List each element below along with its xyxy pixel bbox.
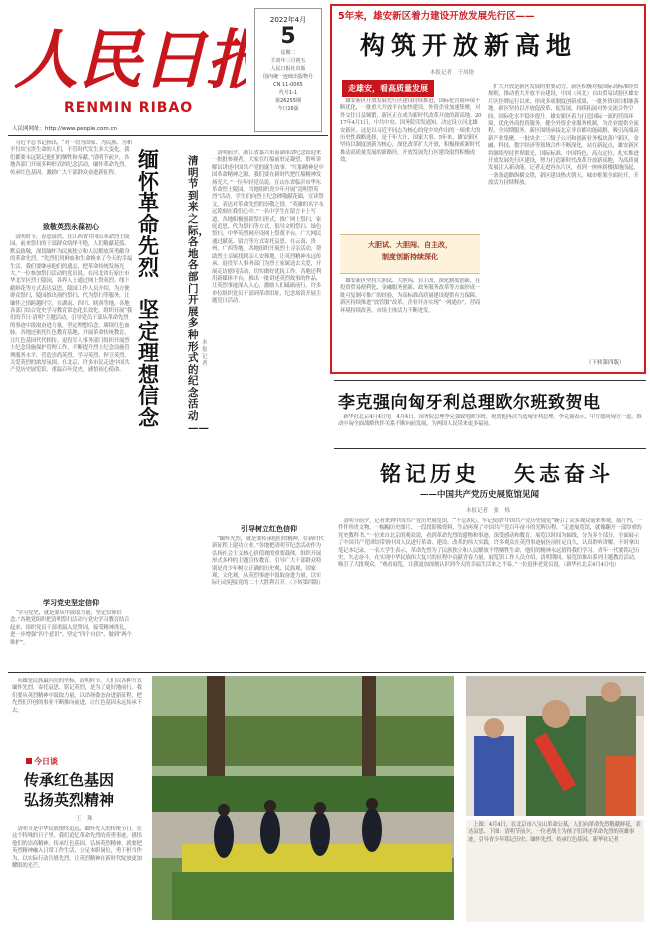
- today-text: 清明节是中华民族慎终追远、缅怀先人的传统节日。在这个特殊的日子里，我们追忆革命先烈的英勇事迹，感悟他们的崇高精神。传承红色基因、弘扬英烈精神，就要把英烈精神融入日常工作生活，立足本职岗位，勇于担当作为，以实际行动告慰先烈，让英烈精神在新时代绽放更加耀眼的光芒。: [12, 826, 142, 870]
- feature-intro-text: 习近平总书记指出，“对一切为国家、为民族、为和平付出宝贵生命的人们，不管时代发生多大变化，我们都要永远铭记他们的牺牲和奉献。”清明节前夕，各地各部门开展多种形式的纪念活动，缅怀革命先烈，传承红色基因，激励广大干部群众奋进新征程。: [10, 140, 132, 176]
- third-story-rule: [334, 448, 646, 449]
- feature-section-2: 学习党史坚定信仰: [43, 598, 99, 607]
- veteran-photo: [466, 676, 644, 816]
- date-day: 5: [280, 24, 296, 49]
- lead-kicker: 5年来，雄安新区着力建设开放发展先行区——: [338, 11, 535, 22]
- feature-subtitle: 清明节到来之际，各地各部门开展多种形式的纪念活动——: [188, 155, 209, 434]
- lead-quote-box: [340, 234, 480, 274]
- feature-text-col1b: “学习党史，就是要从中汲取力量，坚定信仰信念。”各地党组织把清明祭扫活动与党史学习教育结合起来，组织党员干部重温入党誓词，接受精神洗礼，进一步增强“四个意识”、坚定“四个自信”、做到“两个维护”。: [10, 610, 132, 646]
- feature-headline-2[interactable]: 坚定理想信念: [138, 298, 159, 430]
- second-story-text: 新华社北京4月4日电 4月4日，国务院总理李克强致电欧尔班，祝贺他再次当选匈牙利总理。李克强表示，中方愿同匈方一道，推动中匈全面战略伙伴关系不断向前发展，为两国人民带来更多福祉。: [338, 414, 642, 428]
- masthead-rule: [8, 135, 328, 136]
- third-story-headline-2[interactable]: 矢志奋斗: [514, 462, 614, 486]
- lead-text-col1b: 雄安新区坚持大胆试、大胆闯、自主改，深化制度创新，在投资贸易便利化、金融服务创新、政务服务改革等方面形成一批可复制可推广的经验，为高标准高质量建设提供有力保障。新区持续推进“放管服”改革，企业开办实现“一网通办”，营商环境持续改善，市场主体活力不断迸发。: [340, 278, 481, 314]
- third-story-byline: 本报记者 张 烁: [466, 508, 511, 514]
- date-year-month: 2022年4月: [269, 16, 307, 24]
- photo-captions: 上图：4月4日，在北京市八宝山革命公墓，人们向革命先烈敬献鲜花，表达哀思。下图：清明节前夕，一位老战士为孩子们讲述革命先烈的英雄事迹，引导青少年铭记历史、缅怀先烈、传承红色基因。新华社记者: [466, 820, 644, 922]
- serial-number: 第26255期: [275, 98, 301, 104]
- today-byline: 王 珠: [76, 816, 93, 822]
- code-2: CN 11-0065: [273, 82, 303, 88]
- lead-text-col1: 雄安新区开放发展先行区建设持续推进，国际化营商环境不断优化，一批重大开放平台加快建设，外资企业加速集聚，对外交往日益频繁，新区正在成为新时代改革开放的新高地。2017年4月1日，中共中央、国务院印发通知，决定设立河北雄安新区。这是以习近平同志为核心的党中央作出的一项重大的历史性战略选择，是千年大计、国家大事。5年来，雄安新区坚持以制度创新为核心，深化改革扩大开放，积极探索新时代推动高质量发展的新路径，开放发展先行区建设取得积极成效。: [340, 98, 482, 164]
- feature-text-col2: 清明前夕，浙江省嘉兴市南湖革命纪念馆迎来一批批参观者。大家在红船前驻足凝望，聆听讲解员讲述中国共产党的诞生故事。“红船精神是中国革命精神之源，我们要在新时代把红船精神发扬光大。”一位年轻党员说。在山东省临沂市华东革命烈士陵园，当地组织青少年开展“清明祭英烈”活动，学生们向烈士纪念碑敬献花圈，宣读祭文，表达对革命先烈的崇敬之情。“英雄的名字永远铭刻在我们心中。”一名中学生在留言卡上写道。各地积极创新祭扫形式，推广网上祭扫、家庭追思、代为祭扫等方式，倡导文明祭扫、绿色祭扫。中华英烈网开设网上祭奠平台，广大网民通过献花、留言等方式寄托哀思。在云南、贵州、广西等地，各地组织开展烈士寻亲活动，帮助烈士亲属找到亲人安葬地，让英烈精神永远传承。退役军人事务部门为烈士家属送去关爱，开展走访慰问活动，切实做好优抚工作。各地还利用新媒体平台，推出一批讲述英烈故事的作品，让英烈事迹深入人心，激励人们砥砺前行。许多单位组织党员干部到革命旧址、纪念场馆开展主题党日活动。: [212, 150, 324, 305]
- photo-credit: 新华社记者: [592, 836, 619, 843]
- ceremony-photo: [152, 676, 454, 920]
- page-count: 今日16版: [277, 106, 299, 112]
- feature-text-col2b: “缅怀先烈，就是要传承他们的精神，在新时代新征程上建功立业。”各地把清明节纪念活动作为弘扬社会主义核心价值观的重要载体，组织开展形式多样的主题宣传教育，引导广大干部群众特别是青少年树立正确的历史观、民族观、国家观、文化观，从英烈事迹中汲取奋进力量，以实际行动迎接党的二十大胜利召开。（下转第四版）: [212, 536, 324, 587]
- feature-section-1: 致敬英烈永葆初心: [43, 222, 99, 231]
- publisher: 人民日报社出版: [270, 66, 306, 72]
- feature-byline: 本报记者: [202, 340, 208, 367]
- third-story-headline-1[interactable]: 铭记历史: [380, 462, 480, 486]
- date-box: [254, 8, 322, 132]
- lead-byline: 本报记者 于凤艳: [430, 70, 475, 76]
- today-label: [26, 756, 58, 767]
- lead-text-col2: 扩大开放是新区发展的重要动力。新区积极对接国际高标准经贸规则，推动重大开放平台建设，中国（河北）自由贸易试验区雄安片区挂牌运行以来，形成多项制度创新成果，一批外资项目相继落地。新区坚持以开放促改革、促发展，持续拓展对外交流合作空间，国际化水平稳步提升。雄安新区着力打造国际一流的营商环境，优化外商投资服务，健全外资企业服务机制，为企业提供全流程、全周期服务。新区围绕承接北京非首都功能疏解，吸引高端高新产业集聚，一批央企二三级子公司和创新业务板块落户新区，金融、科技、数字经济等领域合作不断深化。站在新起点，雄安新区将继续坚持世界眼光、国际标准、中国特色、高点定位，扎实推进开放发展先行区建设，努力打造新时代改革开放新高地，为高质量发展注入新动能。记者走进容东片区，看到一座座新楼拔地而起，一条条道路纵横交错，新区建设热火朝天，城市框架全面拉开，开放活力持续释放。: [488, 84, 639, 187]
- feature-text-col1: 清明时节，春意盎然。在江西省井冈山革命烈士陵园，前来祭扫的干部群众络绎不绝，人们敬献花篮、默哀致敬，深切缅怀为民族独立和人民解放英勇献身的革命先烈。“先烈们用鲜血和生命换来了今天的幸福生活，我们要继承他们的遗志，把革命传统发扬光大。”一位参加祭扫活动的党员说。在河北省石家庄市华北军区烈士陵园，各界人士通过网上祭英烈、线下献鲜花等方式表达哀思。陵园工作人员介绍，为方便群众祭扫，陵园推出预约祭扫、代为祭扫等服务，让缅怀之情跨越时空。在湖南、四川、陕西等地，各地各部门结合党史学习教育常态化长效化，组织开展“我们的节日·清明”主题活动，引导党员干部从革命先烈的事迹中汲取奋进力量，坚定理想信念，赓续红色血脉。各地还依托红色教育基地，开展革命传统教育，让红色基因代代相传。退役军人事务部门组织开展烈士纪念设施保护管理工作，不断提升烈士纪念设施管理服务水平，营造崇尚英烈、学习英烈、捍卫英烈、关爱英烈的浓厚氛围。在北京，许多市民走进中国共产党历史展览馆，重温百年党史，感悟初心使命。: [10, 234, 132, 374]
- today-headline[interactable]: [24, 770, 114, 810]
- quote-line-2: 制度创新持续深化: [382, 253, 438, 261]
- third-story-text: 清明节前夕，记者来到中国共产党历史展览馆，“‘不忘初心、牢记使命’中国共产党历史展览”吸引了众多观众前来参观。展厅内，一件件珍贵文物、一幅幅历史图片、一段段影像资料，生动再现了中国共产党百年奋斗的光辉历程。“走进展览馆，就像翻开一部厚重的党史教科书。”一位来自北京的观众说，看到革命先烈的遗物和事迹，深受感动和教育。展览以时间为轴线，分为多个部分，全面展示了中国共产党团结带领中国人民进行革命、建设、改革的伟大实践。许多观众在英烈事迹展区前驻足良久，认真聆听讲解，不时拿出笔记本记录。一名大学生表示，革命先烈为了民族独立和人民解放不惜牺牲生命，他们的精神永远值得我们学习。青年一代要铭记历史、矢志奋斗，在实现中华民族伟大复兴的征程中贡献青春力量。展览馆工作人员介绍，清明期间，展览馆推出系列主题教育活动，吸引了大批观众。“观看展览，让我更加深刻认识到今天的幸福生活来之不易。”一位退休老党员说。（新华社北京4月4日电）: [338, 518, 643, 569]
- masthead-title: 人民日报: [14, 23, 246, 98]
- today-marker-icon: [26, 758, 32, 764]
- lead-continued[interactable]: （下转第四版）: [586, 360, 625, 366]
- code-1: 国内统一连续出版物号: [262, 74, 313, 80]
- today-headline-2: 弘扬英烈精神: [24, 791, 115, 809]
- today-intro-text: 英雄是民族最闪亮的坐标。清明时节，人们以各种方式缅怀先烈、寄托哀思。铭记英烈，是为了更好地前行。我们要从英烈精神中汲取力量，以昂扬姿态奋进新征程，把先烈们开创的事业不断推向前进，让红色基因永远传承下去。: [12, 678, 142, 714]
- second-story-rule: [334, 380, 646, 381]
- today-headline-1: 传承红色基因: [24, 771, 115, 789]
- feature-section-4: 引导树立红色信仰: [241, 524, 297, 533]
- lead-headline[interactable]: 构筑开放新高地: [360, 31, 578, 60]
- quote-line-1: 大胆试、大胆闯、自主改，: [368, 241, 452, 249]
- third-story-subtitle: ——中国共产党历史展览馆见闻: [420, 490, 540, 500]
- lead-tag: 走雄安，看高质量发展: [342, 80, 434, 97]
- masthead-logo: [14, 6, 246, 102]
- issue-code: 代号1-1: [278, 90, 298, 96]
- masthead-romanized: RENMIN RIBAO: [64, 100, 194, 116]
- feature-headline-1[interactable]: 缅怀革命先烈: [138, 148, 159, 280]
- second-story-headline[interactable]: 李克强向匈牙利总理欧尔班致贺电: [338, 393, 601, 413]
- bottom-rule: [8, 672, 646, 673]
- lunar-date: 壬寅年三月初五: [270, 58, 306, 64]
- weekday: 星期二: [280, 50, 296, 56]
- masthead-website[interactable]: 人民网网址：http://www.people.com.cn: [12, 126, 117, 132]
- today-label-text: 今日谈: [34, 757, 58, 766]
